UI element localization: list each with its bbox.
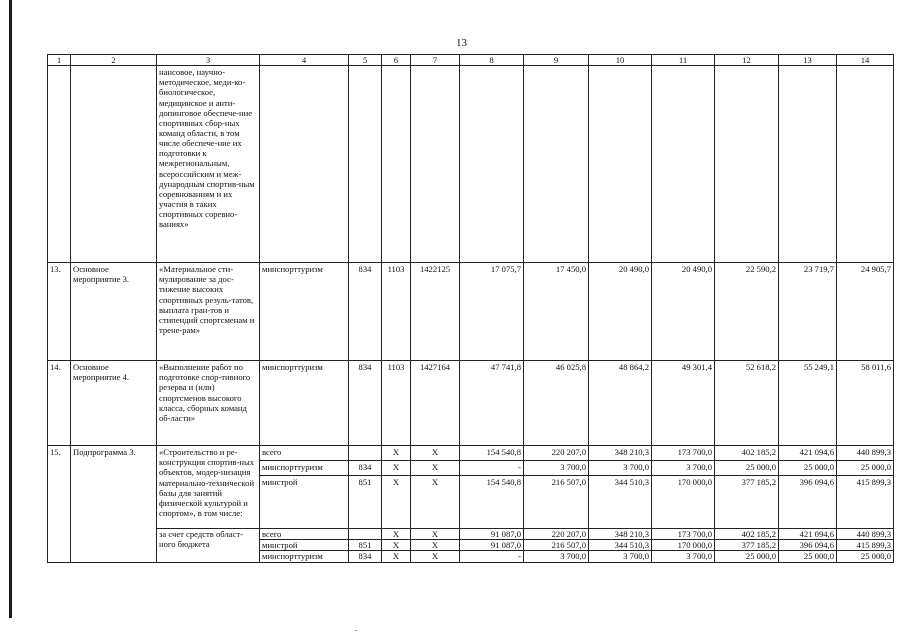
cell-csr: Х xyxy=(411,476,460,529)
cell-value: 421 094,6 xyxy=(779,446,837,461)
cell-value: 23 719,7 xyxy=(779,263,837,361)
cell-value: 220 207,0 xyxy=(524,529,589,540)
cell-value: - xyxy=(460,461,524,476)
cell-csr: Х xyxy=(411,551,460,562)
col-header-14: 14 xyxy=(837,55,894,66)
cell-value: 25 000,0 xyxy=(779,551,837,562)
binding-edge xyxy=(9,0,12,618)
cell-rzpr: Х xyxy=(382,446,411,461)
cell-empty xyxy=(71,66,157,263)
cell-grbs xyxy=(349,529,382,540)
cell-value: 348 210,3 xyxy=(589,529,652,540)
cell-value: 154 540,8 xyxy=(460,446,524,461)
cell-value: 3 700,0 xyxy=(589,461,652,476)
col-header-1: 1 xyxy=(48,55,71,66)
cell-name: «Строительство и ре-конструкция спортив-ных объектов, модер-низация материально-технической базы для занятий физической культурой и спортом», в том числе: xyxy=(157,446,260,529)
table-row-14 xyxy=(48,361,894,446)
cell-value: 216 507,0 xyxy=(524,540,589,551)
cell-value: 377 185,2 xyxy=(715,476,779,529)
cell-value: 25 000,0 xyxy=(837,461,894,476)
cell-value: 344 510,3 xyxy=(589,540,652,551)
cell-rzpr: Х xyxy=(382,461,411,476)
cell-value: 3 700,0 xyxy=(589,551,652,562)
cell-row-number: 14. xyxy=(48,361,71,446)
cell-empty xyxy=(715,66,779,263)
cell-value: 3 700,0 xyxy=(524,551,589,562)
cell-empty xyxy=(349,66,382,263)
cell-value: 154 540,8 xyxy=(460,476,524,529)
cell-grbs: 851 xyxy=(349,540,382,551)
cell-grbs: 834 xyxy=(349,461,382,476)
cell-grbs xyxy=(349,446,382,461)
cell-empty xyxy=(524,66,589,263)
cell-value: 173 700,0 xyxy=(652,529,715,540)
table-row-13 xyxy=(48,263,894,361)
cell-executor: минспорттуризм xyxy=(260,551,349,562)
cell-value: 48 864,2 xyxy=(589,361,652,446)
cell-value: 396 094,6 xyxy=(779,476,837,529)
cell-empty xyxy=(382,66,411,263)
cell-grbs: 834 xyxy=(349,263,382,361)
cell-value: 377 185,2 xyxy=(715,540,779,551)
cell-value: 25 000,0 xyxy=(837,551,894,562)
cell-empty xyxy=(779,66,837,263)
cell-value: 173 700,0 xyxy=(652,446,715,461)
cell-type: Основное мероприятие 3. xyxy=(71,263,157,361)
cell-value: 170 000,0 xyxy=(652,540,715,551)
cell-grbs: 851 xyxy=(349,476,382,529)
cell-empty xyxy=(589,66,652,263)
col-header-8: 8 xyxy=(460,55,524,66)
cell-value: 3 700,0 xyxy=(652,461,715,476)
cell-name: нансовое, научно-методическое, меди-ко-биологическое, медицинское и анти-допинговое обеспече-ние спортивных сбор-ных команд области, в том числе обеспече-ние их подготовки к межрегиональным, всероссийским и меж-дународным спортив-ным соревнованиям и их участия в таких спортивных соревно-ваниях» xyxy=(157,66,260,263)
page-number: 13 xyxy=(456,37,467,49)
cell-empty xyxy=(837,66,894,263)
cell-subname: за счет средств област-ного бюджета xyxy=(157,529,260,562)
cell-rzpr: 1103 xyxy=(382,263,411,361)
cell-type: Основное мероприятие 4. xyxy=(71,361,157,446)
col-header-9: 9 xyxy=(524,55,589,66)
cell-executor: минспорттуризм xyxy=(260,263,349,361)
cell-value: 17 075,7 xyxy=(460,263,524,361)
col-header-13: 13 xyxy=(779,55,837,66)
cell-value: 46 025,8 xyxy=(524,361,589,446)
cell-value: 170 000,0 xyxy=(652,476,715,529)
cell-empty xyxy=(411,66,460,263)
col-header-2: 2 xyxy=(71,55,157,66)
cell-csr: 1427164 xyxy=(411,361,460,446)
table-row-15-regional-total xyxy=(48,529,894,540)
cell-value: 25 000,0 xyxy=(715,551,779,562)
cell-value: 396 094,6 xyxy=(779,540,837,551)
cell-executor: всего xyxy=(260,446,349,461)
table-row-continuation xyxy=(48,66,894,263)
cell-csr: Х xyxy=(411,529,460,540)
cell-value: 348 210,3 xyxy=(589,446,652,461)
cell-csr: Х xyxy=(411,540,460,551)
col-header-7: 7 xyxy=(411,55,460,66)
cell-name: «Выполнение работ по подготовке спор-тивного резерва и (или) спортсменов высокого класса, сборных команд об-ласти» xyxy=(157,361,260,446)
cell-value: 402 185,2 xyxy=(715,529,779,540)
cell-value: 91 087,0 xyxy=(460,540,524,551)
cell-value: 440 899,3 xyxy=(837,529,894,540)
cell-empty xyxy=(260,66,349,263)
col-header-11: 11 xyxy=(652,55,715,66)
col-header-4: 4 xyxy=(260,55,349,66)
cell-value: 91 087,0 xyxy=(460,529,524,540)
cell-type: Подпрограмма 3. xyxy=(71,446,157,562)
cell-rzpr: Х xyxy=(382,476,411,529)
cell-csr: Х xyxy=(411,446,460,461)
cell-name: «Материальное сти-мулирование за дос-тижение высоких спортивных резуль-татов, выплата гран-тов и стипендий спортсменам и трене-рам» xyxy=(157,263,260,361)
cell-empty xyxy=(652,66,715,263)
col-header-6: 6 xyxy=(382,55,411,66)
cell-value: 25 000,0 xyxy=(715,461,779,476)
cell-executor: минспорттуризм xyxy=(260,361,349,446)
cell-csr: 1422125 xyxy=(411,263,460,361)
cell-rzpr: 1103 xyxy=(382,361,411,446)
cell-value: 49 301,4 xyxy=(652,361,715,446)
cell-value: 440 899,3 xyxy=(837,446,894,461)
cell-value: 25 000,0 xyxy=(779,461,837,476)
cell-value: 47 741,8 xyxy=(460,361,524,446)
cell-value: 58 011,6 xyxy=(837,361,894,446)
cell-csr: Х xyxy=(411,461,460,476)
cell-value: - xyxy=(460,551,524,562)
cell-grbs: 834 xyxy=(349,361,382,446)
cell-rzpr: Х xyxy=(382,529,411,540)
cell-executor: минспорттуризм xyxy=(260,461,349,476)
cell-value: 415 899,3 xyxy=(837,476,894,529)
cell-value: 216 507,0 xyxy=(524,476,589,529)
cell-rzpr: Х xyxy=(382,540,411,551)
cell-value: 55 249,1 xyxy=(779,361,837,446)
cell-value: 3 700,0 xyxy=(652,551,715,562)
cell-value: 344 510,3 xyxy=(589,476,652,529)
cell-value: 20 490,0 xyxy=(589,263,652,361)
cell-rzpr: Х xyxy=(382,551,411,562)
cell-value: 20 490,0 xyxy=(652,263,715,361)
cell-value: 415 899,3 xyxy=(837,540,894,551)
col-header-10: 10 xyxy=(589,55,652,66)
scan-speck xyxy=(355,630,357,631)
cell-value: 24 905,7 xyxy=(837,263,894,361)
cell-row-number: 13. xyxy=(48,263,71,361)
cell-empty xyxy=(48,66,71,263)
budget-table xyxy=(47,54,894,563)
cell-row-number: 15. xyxy=(48,446,71,562)
column-number-row xyxy=(48,55,894,66)
cell-executor: минстрой xyxy=(260,476,349,529)
cell-grbs: 834 xyxy=(349,551,382,562)
col-header-5: 5 xyxy=(349,55,382,66)
cell-value: 402 185,2 xyxy=(715,446,779,461)
cell-value: 22 590,2 xyxy=(715,263,779,361)
cell-empty xyxy=(460,66,524,263)
cell-executor: минстрой xyxy=(260,540,349,551)
cell-value: 17 450,0 xyxy=(524,263,589,361)
table-row-15-total xyxy=(48,446,894,461)
cell-value: 421 094,6 xyxy=(779,529,837,540)
cell-value: 220 207,0 xyxy=(524,446,589,461)
col-header-3: 3 xyxy=(157,55,260,66)
cell-executor: всего xyxy=(260,529,349,540)
cell-value: 52 618,2 xyxy=(715,361,779,446)
col-header-12: 12 xyxy=(715,55,779,66)
cell-value: 3 700,0 xyxy=(524,461,589,476)
